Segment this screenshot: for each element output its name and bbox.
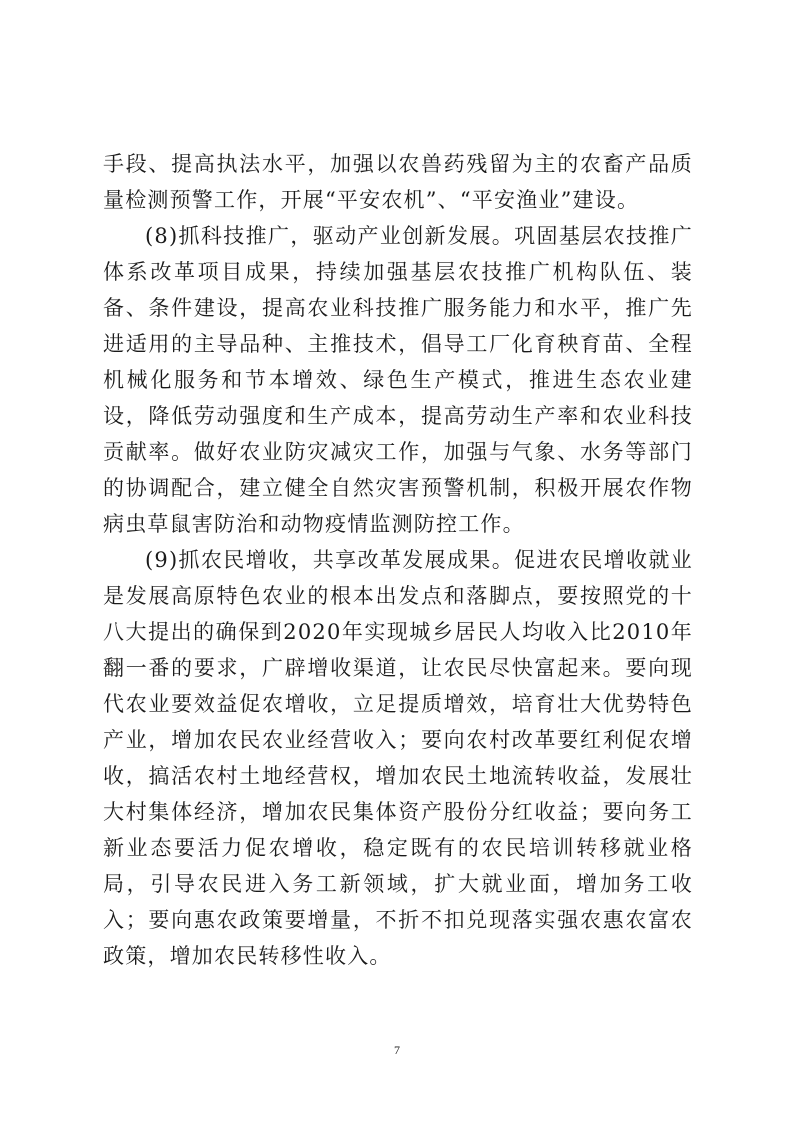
body-text: [103, 146, 693, 974]
paragraph-continuation: 手段、提高执法水平，加强以农兽药残留为主的农畜产品质量检测预警工作，开展“平安农机”、“平安渔业”建设。: [103, 152, 693, 212]
paragraph-item-8: (8)抓科技推广，驱动产业创新发展。巩固基层农技推广体系改革项目成果，持续加强基层农技推广机构队伍、装备、条件建设，提高农业科技推广服务能力和水平，推广先进适用的主导品种、主推技术，倡导工厂化育秧育苗、全程机械化服务和节本增效、绿色生产模式，推进生态农业建设，降低劳动强度和生产成本，提高劳动生产率和农业科技贡献率。做好农业防灾减灾工作，加强与气象、水务等部门的协调配合，建立健全自然灾害预警机制，积极开展农作物病虫草鼠害防治和动物疫情监测防控工作。: [103, 224, 693, 536]
page-number: 7: [394, 1043, 400, 1057]
paragraph-item-9: (9)抓农民增收，共享改革发展成果。促进农民增收就业是发展高原特色农业的根本出发点和落脚点，要按照党的十八大提出的确保到2020年实现城乡居民人均收入比2010年翻一番的要求，广辟增收渠道，让农民尽快富起来。要向现代农业要效益促农增收，立足提质增效，培育壮大优势特色产业，增加农民农业经营收入；要向农村改革要红利促农增收，搞活农村土地经营权，增加农民土地流转收益，发展壮大村集体经济，增加农民集体资产股份分红收益；要向务工新业态要活力促农增收，稳定既有的农民培训转移就业格局，引导农民进入务工新领域，扩大就业面，增加务工收入；要向惠农政策要增量，不折不扣兑现落实强农惠农富农政策，增加农民转移性收入。: [103, 548, 693, 968]
